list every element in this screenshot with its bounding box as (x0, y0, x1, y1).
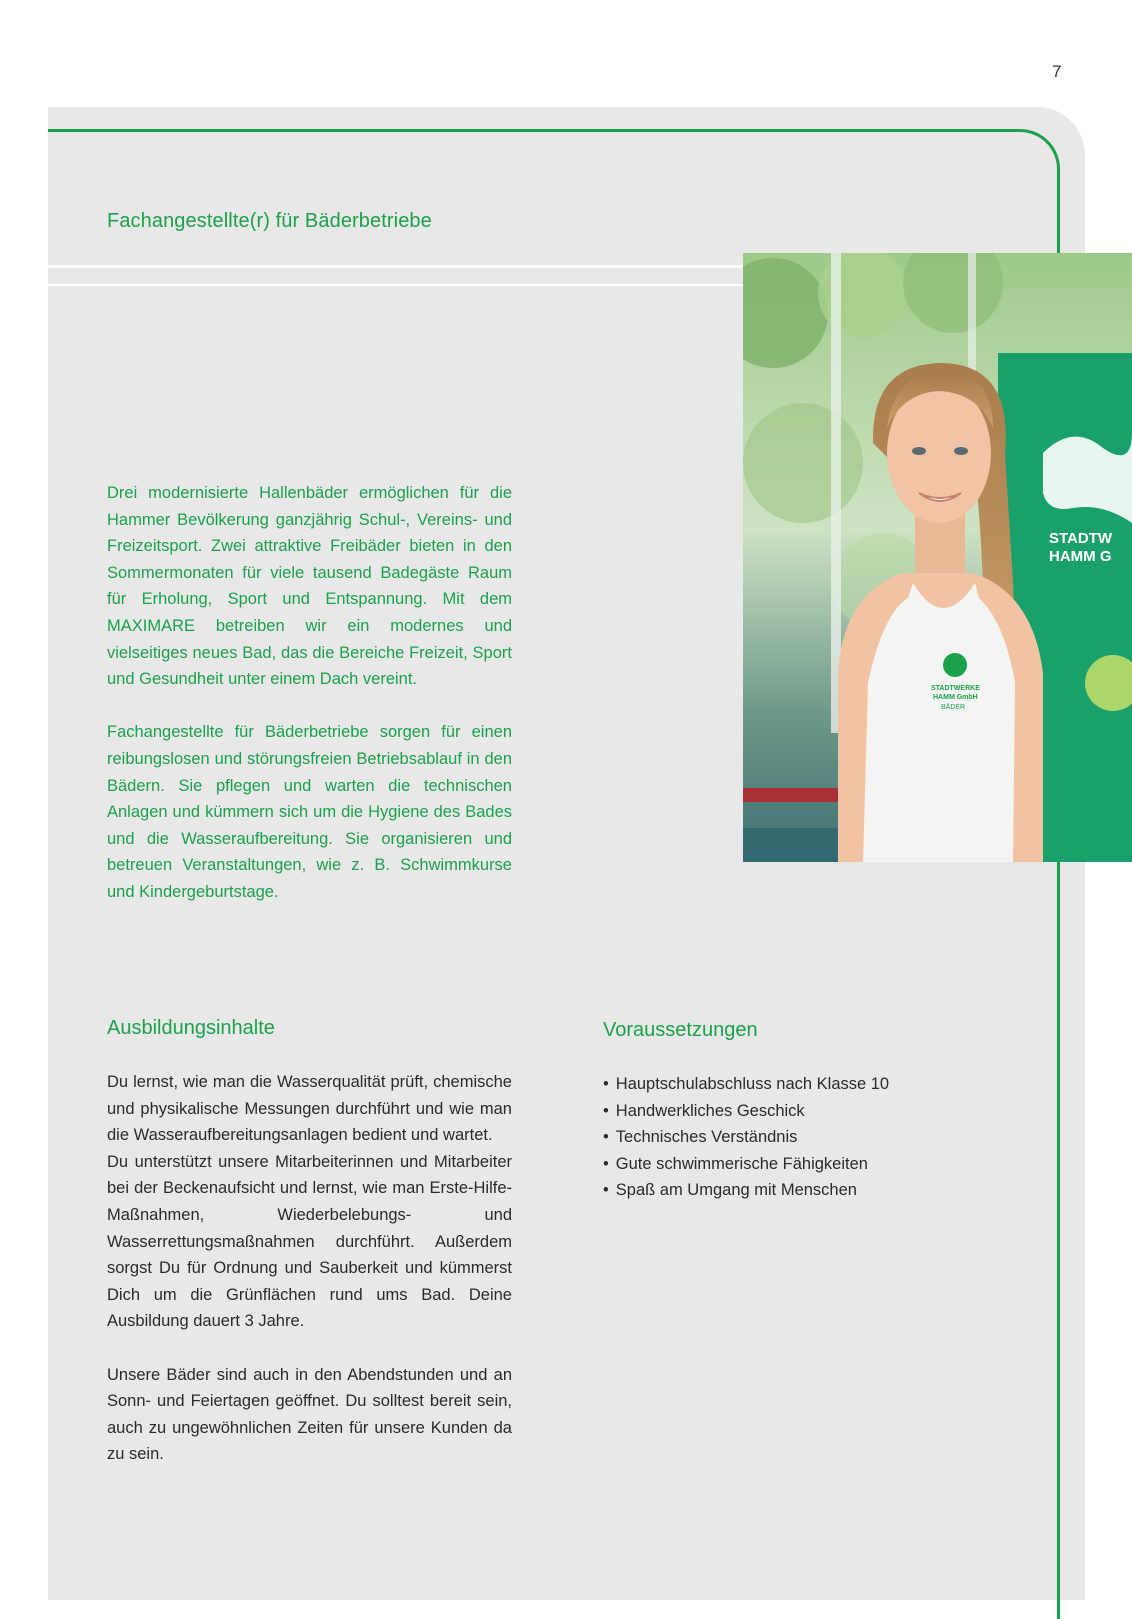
training-heading: Ausbildungsinhalte (107, 1017, 275, 1039)
page-title: Fachangestellte(r) für Bäderbetriebe (107, 210, 432, 232)
intro-paragraph: Fachangestellte für Bäderbetriebe sorgen für einen reibungslosen und störungsfreien Betriebsablauf in den Bädern. Sie pflegen und warten die technischen Anlagen und kümmern sich um die Hygiene des Bades und die Wasseraufbereitung. Sie organisieren und betreuen Veranstaltungen, wie z. B. Schwimmkurse und Kindergeburtstage. (107, 723, 512, 901)
requirement-item: • Hauptschulabschluss nach Klasse 10 (603, 1071, 889, 1098)
requirements-list (603, 1071, 889, 1204)
banner-text: STADTW (1049, 530, 1113, 547)
banner-text: HAMM G (1049, 548, 1112, 565)
training-paragraph: Unsere Bäder sind auch in den Abendstunden und an Sonn- und Feiertagen geöffnet. Du solltest bereit sein, auch zu ungewöhnlichen Zeiten für unsere Kunden da zu sein. (107, 1365, 512, 1464)
training-paragraph: Du lernst, wie man die Wasserqualität prüft, chemische und physikalische Messungen durchführt und wie man die Wasseraufbereitungsanlagen bedient und wartet. (107, 1073, 512, 1145)
training-text (107, 1069, 512, 1468)
shirt-logo-text: STADTWERKE (931, 685, 980, 692)
requirements-heading: Voraussetzungen (603, 1019, 758, 1041)
intro-paragraph: Drei modernisierte Hallenbäder ermöglichen für die Hammer Bevölkerung ganzjährig Schul-, Vereins- und Freizeitsport. Zwei attraktive Freibäder bieten in den Sommermonaten für viele tausend Badegäste Raum für Erholung, Sport und Entspannung. Mit dem MAXIMARE betreiben wir ein modernes und vielseitiges neues Bad, das die Bereiche Freizeit, Sport und Gesundheit unter einem Dach vereint. (107, 484, 512, 689)
trainee-photo (743, 253, 1132, 862)
requirement-item: • Spaß am Umgang mit Menschen (603, 1177, 889, 1204)
requirement-item: • Handwerkliches Geschick (603, 1098, 889, 1125)
shirt-logo-icon (943, 653, 967, 677)
shirt-logo-text: BÄDER (941, 704, 966, 711)
training-paragraph: Du unterstützt unsere Mitarbeiterinnen und Mitarbeiter bei der Beckenaufsicht und lernst, wie man Erste-Hilfe-Maßnahmen, Wiederbelebungs- und Wasserrettungsmaßnahmen durchführt. Außerdem sorgst Du für Ordnung und Sauberkeit und kümmerst Dich um die Grünflächen rund ums Bad. Deine Ausbildung dauert 3 Jahre. (107, 1152, 512, 1331)
requirement-item: • Gute schwimmerische Fähigkeiten (603, 1151, 889, 1178)
page-number: 7 (1052, 62, 1062, 81)
photo-illustration (743, 253, 1132, 862)
intro-text (107, 480, 512, 932)
shirt-logo-text: HAMM GmbH (933, 694, 978, 701)
requirement-item: • Technisches Verständnis (603, 1124, 889, 1151)
